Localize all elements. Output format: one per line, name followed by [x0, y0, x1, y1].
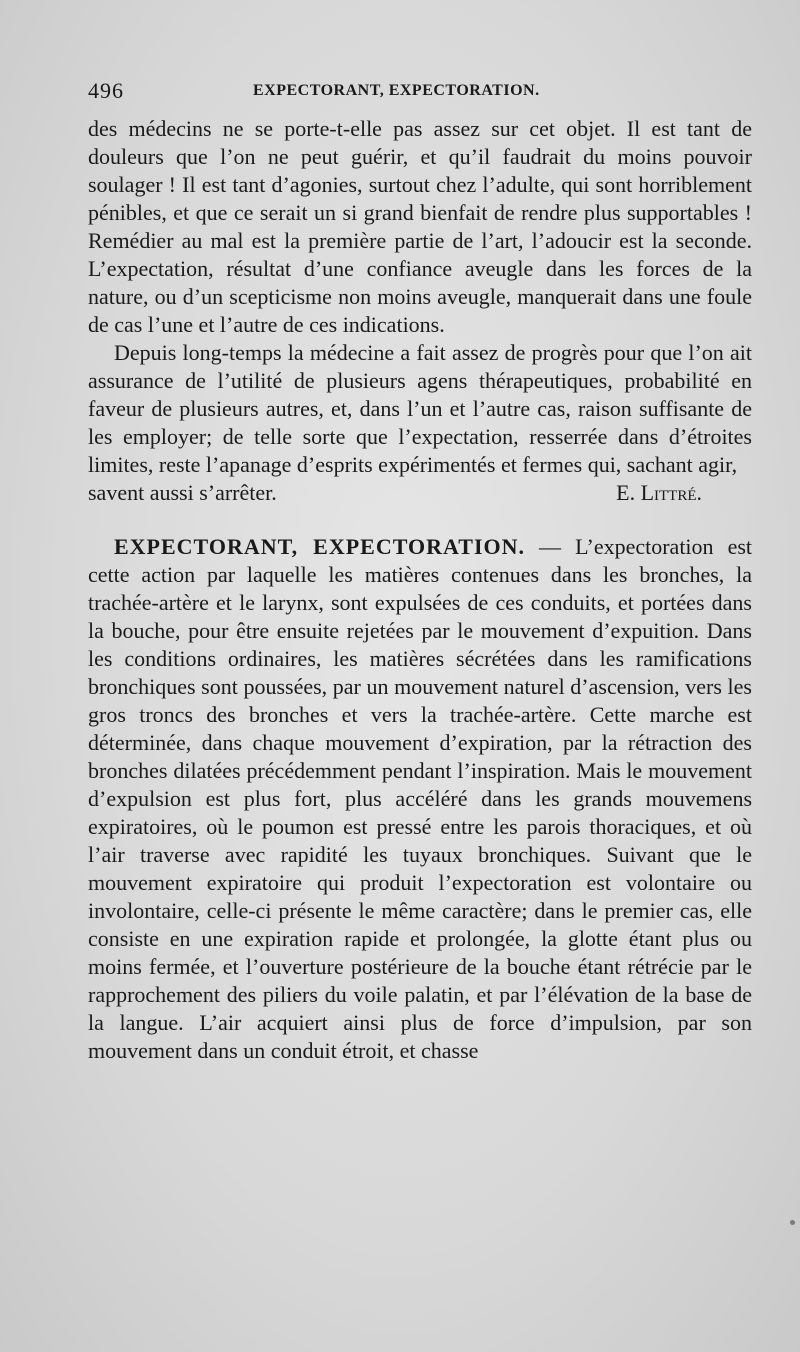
running-title: EXPECTORANT, EXPECTORATION. — [253, 82, 540, 99]
paragraph-continuation: des médecins ne se porte-t-elle pas assez sur cet objet. Il est tant de douleurs que l’on ne peut guérir, et qu’il faudrait du moins pouvoir soulager ! Il est tant d’agonies, surtout chez l’adulte, qui sont horriblement pénibles, et que ce serait un si grand bienfait de rendre plus supportables ! Remédier au mal est la première partie de l’art, l’adoucir est la seconde. L’expectation, résultat d’une confiance aveugle dans les forces de la nature, ou d’un scepticisme non moins aveugle, manquerait dans une foule de cas l’une et l’autre de ces indications. — [88, 116, 752, 337]
article-text: — L’expectoration est cette action par laquelle les matières contenues dans les bronches, la trachée-artère et le larynx, sont expulsées de ces conduits, et portées dans la bouche, pour être ensuite rejetées par le mouvement d’expuition. Dans les conditions ordinaires, les matières sécrétées dans les ramifications bronchiques sont poussées, par un mouvement naturel d’ascension, vers les gros troncs des bronches et vers la trachée-artère. Cette marche est déterminée, dans chaque mouvement d’expiration, par la rétraction des bronches dilatées précédemment pendant l’inspiration. Mais le mouvement d’expulsion est plus fort, plus accéléré dans les grands mouvemens expiratoires, où le poumon est pressé entre les parois thoraciques, et où l’air traverse avec rapidité les tuyaux bronchiques. Suivant que le mouvement expiratoire qui produit l’expectoration est volontaire ou involontaire, celle-ci présente le même caractère; dans le premier cas, elle consiste en une expiration rapide et prolongée, la glotte étant plus ou moins fermée, et l’ouverture postérieure de la bouche étant rétrécie par le rapprochement des piliers du voile palatin, et par l’élévation de la base de la langue. L’air acquiert ainsi plus de force d’impulsion, par son mouvement dans un conduit étroit, et chasse — [88, 534, 753, 1063]
paragraph-closing-line — [88, 479, 752, 507]
closing-line-text: savent aussi s’arrêter. — [88, 480, 277, 505]
author-signature: E. Littré. — [616, 480, 702, 505]
paragraph-expectation: Depuis long-temps la médecine a fait assez de progrès pour que l’on ait assurance de l’utilité de plusieurs agens thérapeutiques, probabilité en faveur de plusieurs autres, et, dans l’un et l’autre cas, raison suffisante de les employer; de telle sorte que l’expectation, resserrée dans d’étroites limites, reste l’apanage d’esprits expérimentés et fermes qui, sachant agir, — [88, 340, 752, 477]
body-text — [88, 115, 752, 1065]
ink-spot-mark — [790, 1220, 795, 1225]
running-head — [88, 78, 752, 108]
article-expectorant — [88, 533, 752, 1065]
page-number: 496 — [88, 78, 124, 103]
article-headword: EXPECTORANT, EXPECTORATION. — [114, 534, 526, 559]
